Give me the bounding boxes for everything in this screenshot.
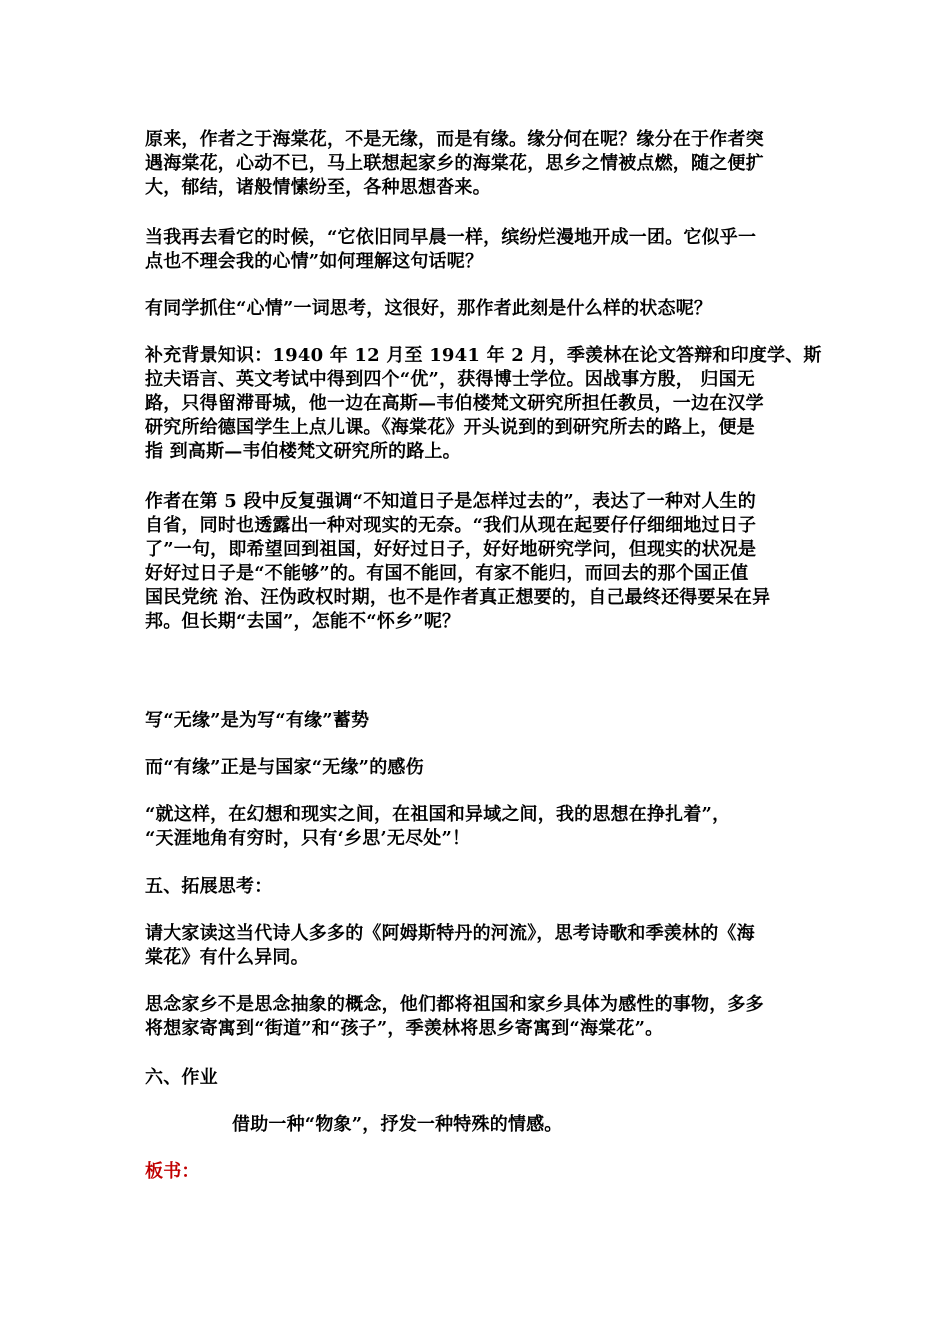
text-line: 遇海棠花，心动不已，马上联想起家乡的海棠花，思乡之情被点燃，随之便扩 bbox=[145, 153, 764, 174]
paragraph-xushi bbox=[145, 709, 805, 733]
text-line: 将想家寄寓到“街道”和“孩子”，季羡林将思乡寄寓到“海棠花”。 bbox=[145, 1018, 664, 1039]
text-line: 大，郁结，诸般情愫纷至，各种思想沓来。 bbox=[145, 177, 491, 198]
text-line: 自省，同时也透露出一种对现实的无奈。“我们从现在起要仔仔细细地过日子 bbox=[145, 515, 757, 536]
paragraph-question-xinqing bbox=[145, 226, 805, 274]
text-line: 棠花》有什么异同。 bbox=[145, 947, 309, 968]
section-heading-extension bbox=[145, 875, 805, 899]
text-line: 板书： bbox=[145, 1161, 200, 1182]
section-heading-homework bbox=[145, 1066, 805, 1090]
text-line: 五、拓展思考： bbox=[145, 876, 273, 897]
text-line: 当我再去看它的时候，“它依旧同早晨一样，缤纷烂漫地开成一团。它似乎一 bbox=[145, 227, 757, 248]
text-line: 路，只得留滞哥城，他一边在高斯—韦伯楼梵文研究所担任教员，一边在汉学 bbox=[145, 393, 764, 414]
paragraph-student-thinking bbox=[145, 297, 805, 321]
board-writing-heading bbox=[145, 1160, 805, 1184]
text-line: 点也不理会我的心情”如何理解这句话呢？ bbox=[145, 251, 484, 272]
text-line: 研究所给德国学生上点儿课。《海棠花》开头说到的到研究所去的路上，便是 bbox=[145, 417, 755, 438]
text-line: 作者在第 5 段中反复强调“不知道日子是怎样过去的”，表达了一种对人生的 bbox=[145, 491, 756, 512]
text-line: 补充背景知识：1940 年 12 月至 1941 年 2 月，季羡林在论文答辩和印度学、斯 bbox=[145, 345, 822, 366]
text-line: “天涯地角有穷时，只有‘乡思’无尽处”！ bbox=[145, 828, 471, 849]
text-line: 国民党统 治、汪伪政权时期，也不是作者真正想要的，自己最终还得要呆在异 bbox=[145, 587, 771, 608]
paragraph-background bbox=[145, 344, 822, 464]
text-line: 好好过日子是“不能够”的。有国不能回，有家不能归，而回去的那个国正值 bbox=[145, 563, 749, 584]
paragraph-analysis bbox=[145, 490, 805, 634]
text-line: 拉夫语言、英文考试中得到四个“优”，获得博士学位。因战事方殷， 归国无 bbox=[145, 369, 755, 390]
paragraph-gan-shang bbox=[145, 756, 805, 780]
text-line: 有同学抓住“心情”一词思考，这很好，那作者此刻是什么样的状态呢？ bbox=[145, 298, 713, 319]
homework-prompt bbox=[232, 1113, 892, 1137]
text-line: 借助一种“物象”，抒发一种特殊的情感。 bbox=[232, 1114, 563, 1135]
paragraph-youyuan bbox=[145, 128, 805, 200]
text-line: “就这样，在幻想和现实之间，在祖国和异域之间，我的思想在挣扎着”， bbox=[145, 804, 731, 825]
paragraph-quotes bbox=[145, 803, 805, 851]
text-line: 指 到高斯—韦伯楼梵文研究所的路上。 bbox=[145, 441, 461, 462]
text-line: 写“无缘”是为写“有缘”蓄势 bbox=[145, 710, 370, 731]
text-line: 请大家读这当代诗人多多的《阿姆斯特丹的河流》，思考诗歌和季羡林的《海 bbox=[145, 923, 755, 944]
text-line: 思念家乡不是思念抽象的概念，他们都将祖国和家乡具体为感性的事物，多多 bbox=[145, 994, 764, 1015]
paragraph-reading-task bbox=[145, 922, 805, 970]
text-line: 邦。但长期“去国”，怎能不“怀乡”呢？ bbox=[145, 611, 461, 632]
text-line: 而“有缘”正是与国家“无缘”的感伤 bbox=[145, 757, 424, 778]
text-line: 了”一句，即希望回到祖国，好好过日子，好好地研究学问，但现实的状况是 bbox=[145, 539, 757, 560]
paragraph-comparison bbox=[145, 993, 805, 1041]
text-line: 原来，作者之于海棠花，不是无缘，而是有缘。缘分何在呢？缘分在于作者突 bbox=[145, 129, 764, 150]
text-line: 六、作业 bbox=[145, 1067, 218, 1088]
